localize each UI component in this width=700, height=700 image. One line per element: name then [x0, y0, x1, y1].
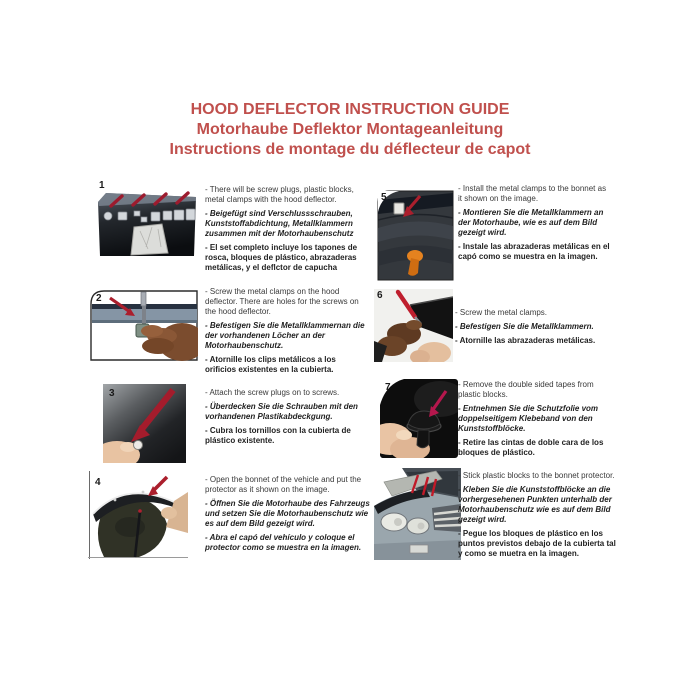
- step-7-text-es: - Retire las cintas de doble cara de los bloques de plástico.: [458, 438, 604, 457]
- step-7-text-en: - Remove the double sided tapes from plastic blocks.: [458, 380, 594, 399]
- step-4-text-es: - Abra el capó del vehículo y coloque el protector como se muestra en la imagen.: [205, 533, 362, 552]
- step-3-number: 3: [109, 388, 115, 399]
- step-5-number: 5: [381, 192, 387, 203]
- step-2-number: 2: [96, 293, 102, 304]
- step-7-text: [458, 380, 614, 462]
- step-6-text: [455, 308, 617, 350]
- step-6-text-de: - Befestigen Sie die Metallklammern.: [455, 322, 594, 331]
- screw-plug: [134, 441, 143, 450]
- step-4-number: 4: [95, 477, 101, 488]
- step-7-photo-plastic-block-tape: [380, 379, 458, 458]
- step-5-text-de: - Montieren Sie die Metallklammern an der Motorhaube, wie es auf dem Bild gezeigt wird.: [458, 208, 604, 237]
- step-2-text-en: - Screw the metal clamps on the hood deflector. There are holes for the screws on the hood deflector.: [205, 287, 359, 316]
- step-2-text-es: - Atornille los clips metálicos a los orificios existentes en la cubierta.: [205, 355, 336, 374]
- step-3-photo-screw-plug: [103, 384, 186, 463]
- title-french: Instructions de montage du déflecteur de capot: [169, 141, 531, 158]
- step-1-number: 1: [99, 180, 105, 191]
- step-3-text-de: - Überdecken Sie die Schrauben mit den vorhandenen Plastikabdeckgung.: [205, 402, 358, 421]
- step-2-text: [205, 287, 365, 379]
- title-english: HOOD DEFLECTOR INSTRUCTION GUIDE: [190, 101, 510, 118]
- step-7-number: 7: [385, 382, 391, 393]
- page-title: [0, 100, 700, 160]
- red-arrow: [148, 477, 167, 496]
- step-6-photo-screwing-clamps: [374, 289, 453, 362]
- step-1-text-es: - El set completo incluye los tapones de rosca, bloques de plástico, abrazaderas metálicas, y el deflctor de capucha: [205, 243, 358, 272]
- step-3-text: [205, 388, 373, 450]
- step-5-text-es: - Instale las abrazaderas metálicas en el capó como se muestra en la imagen.: [458, 242, 610, 261]
- step-8-text-es: - Pegue los bloques de plástico en los puntos previstos debajo de la cubierta tal y como se muetra en la imagen.: [458, 529, 616, 558]
- step-4-photo-open-bonnet: [88, 471, 188, 559]
- step-1-text-de: - Beigefügt sind Verschlussschrauben, Kunststoffabdichtung, Metallklammern zusammen mit der Motorhaubenschutz: [205, 209, 354, 238]
- metal-clamp: [394, 203, 404, 214]
- step-2-photo-screwing-clamp: [90, 290, 198, 361]
- step-6-text-es: - Atornille las abrazaderas metálicas.: [455, 336, 596, 345]
- step-8-photo-car-front: [372, 466, 461, 560]
- step-4-text-en: - Open the bonnet of the vehicle and put the protector as it shown on the image.: [205, 475, 362, 494]
- step-1-photo-parts-on-deflector: [96, 189, 198, 257]
- step-5-text: [458, 184, 610, 266]
- plastic-bag: [131, 224, 168, 255]
- step-8-text-de: - Kleben Sie die Kunststoffblöcke an die vorhergesehenen Punkten unterhalb der Motorhaubenschutz wie es auf dem Bild gezeigt wird.: [458, 485, 612, 524]
- step-3-text-en: - Attach the screw plugs on to screws.: [205, 388, 340, 397]
- step-1-text-en: - There will be screw plugs, plastic blocks, metal clamps with the hood deflector.: [205, 185, 354, 204]
- step-3-text-es: - Cubra los tornillos con la cubierta de plástico existente.: [205, 426, 351, 445]
- step-6-text-en: - Screw the metal clamps.: [455, 308, 548, 317]
- step-7-text-de: - Entnehmen Sie die Schutzfolie vom doppelseitigem Klebeband von den Kunststoffblöcke.: [458, 404, 599, 433]
- screwdriver: [141, 292, 146, 306]
- step-4-text-de: - Öffnen Sie die Motorhaube des Fahrzeugs und setzen Sie die Motorhaubenschutz wie es auf dem Bild gezeigt wird.: [205, 499, 370, 528]
- step-1-text: [205, 185, 363, 277]
- step-8-text-en: - Stick plastic blocks to the bonnet protector.: [458, 471, 615, 480]
- step-5-photo-clamp-on-bonnet: [377, 190, 454, 281]
- step-8-text: [458, 471, 618, 563]
- step-4-text: [205, 475, 373, 557]
- step-5-text-en: - Install the metal clamps to the bonnet as it shown on the image.: [458, 184, 607, 203]
- step-6-number: 6: [377, 290, 383, 301]
- title-german: Motorhaube Deflektor Montageanleitung: [196, 121, 504, 138]
- step-2-text-de: - Befestigen Sie die Metallklammernan die der vorhandenen Löcher an der Motorhaubenschutz.: [205, 321, 365, 350]
